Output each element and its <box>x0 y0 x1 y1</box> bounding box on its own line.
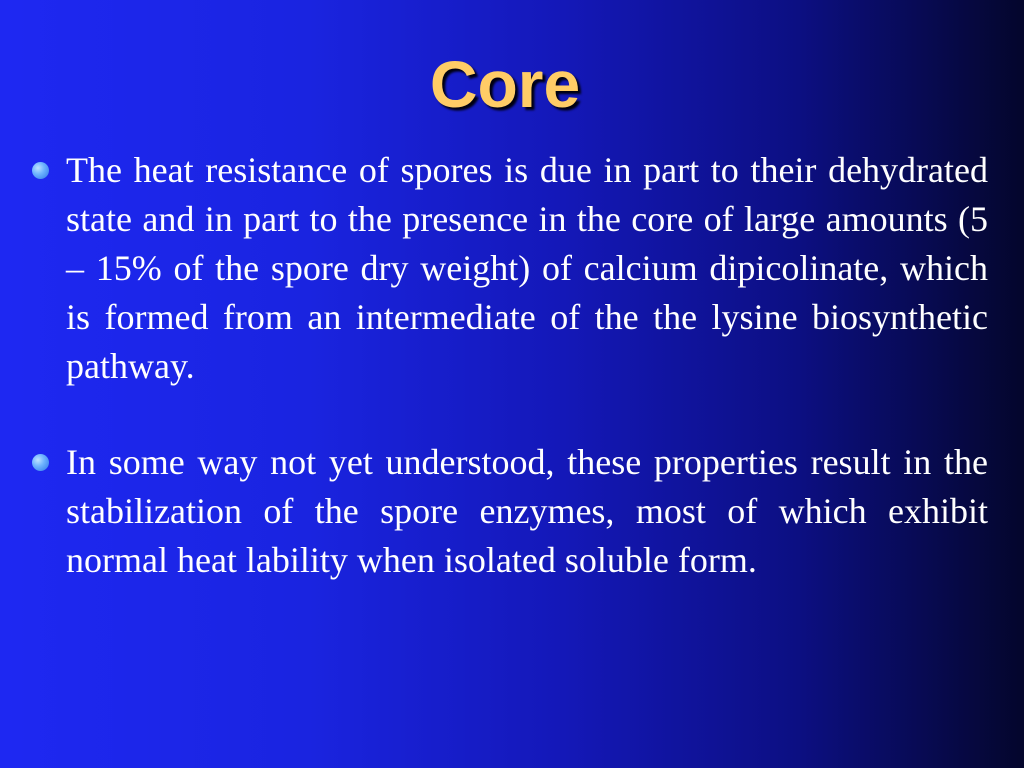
bullet-dot-icon <box>32 454 49 471</box>
bullet-dot-icon <box>32 162 49 179</box>
bullet-text: In some way not yet understood, these properties result in the stabilization of the spore enzymes, most of which exhibit normal heat lability when isolated soluble form. <box>66 442 988 580</box>
bullet-item <box>28 438 988 585</box>
bullet-list <box>28 146 988 585</box>
bullet-text: The heat resistance of spores is due in part to their dehydrated state and in part to the presence in the core of large amounts (5 – 15% of the spore dry weight) of calcium dipicolinate, which is formed from an intermediate of the the lysine biosynthetic pathway. <box>66 150 988 386</box>
bullet-item <box>28 146 988 391</box>
slide-title: Core <box>429 47 581 121</box>
